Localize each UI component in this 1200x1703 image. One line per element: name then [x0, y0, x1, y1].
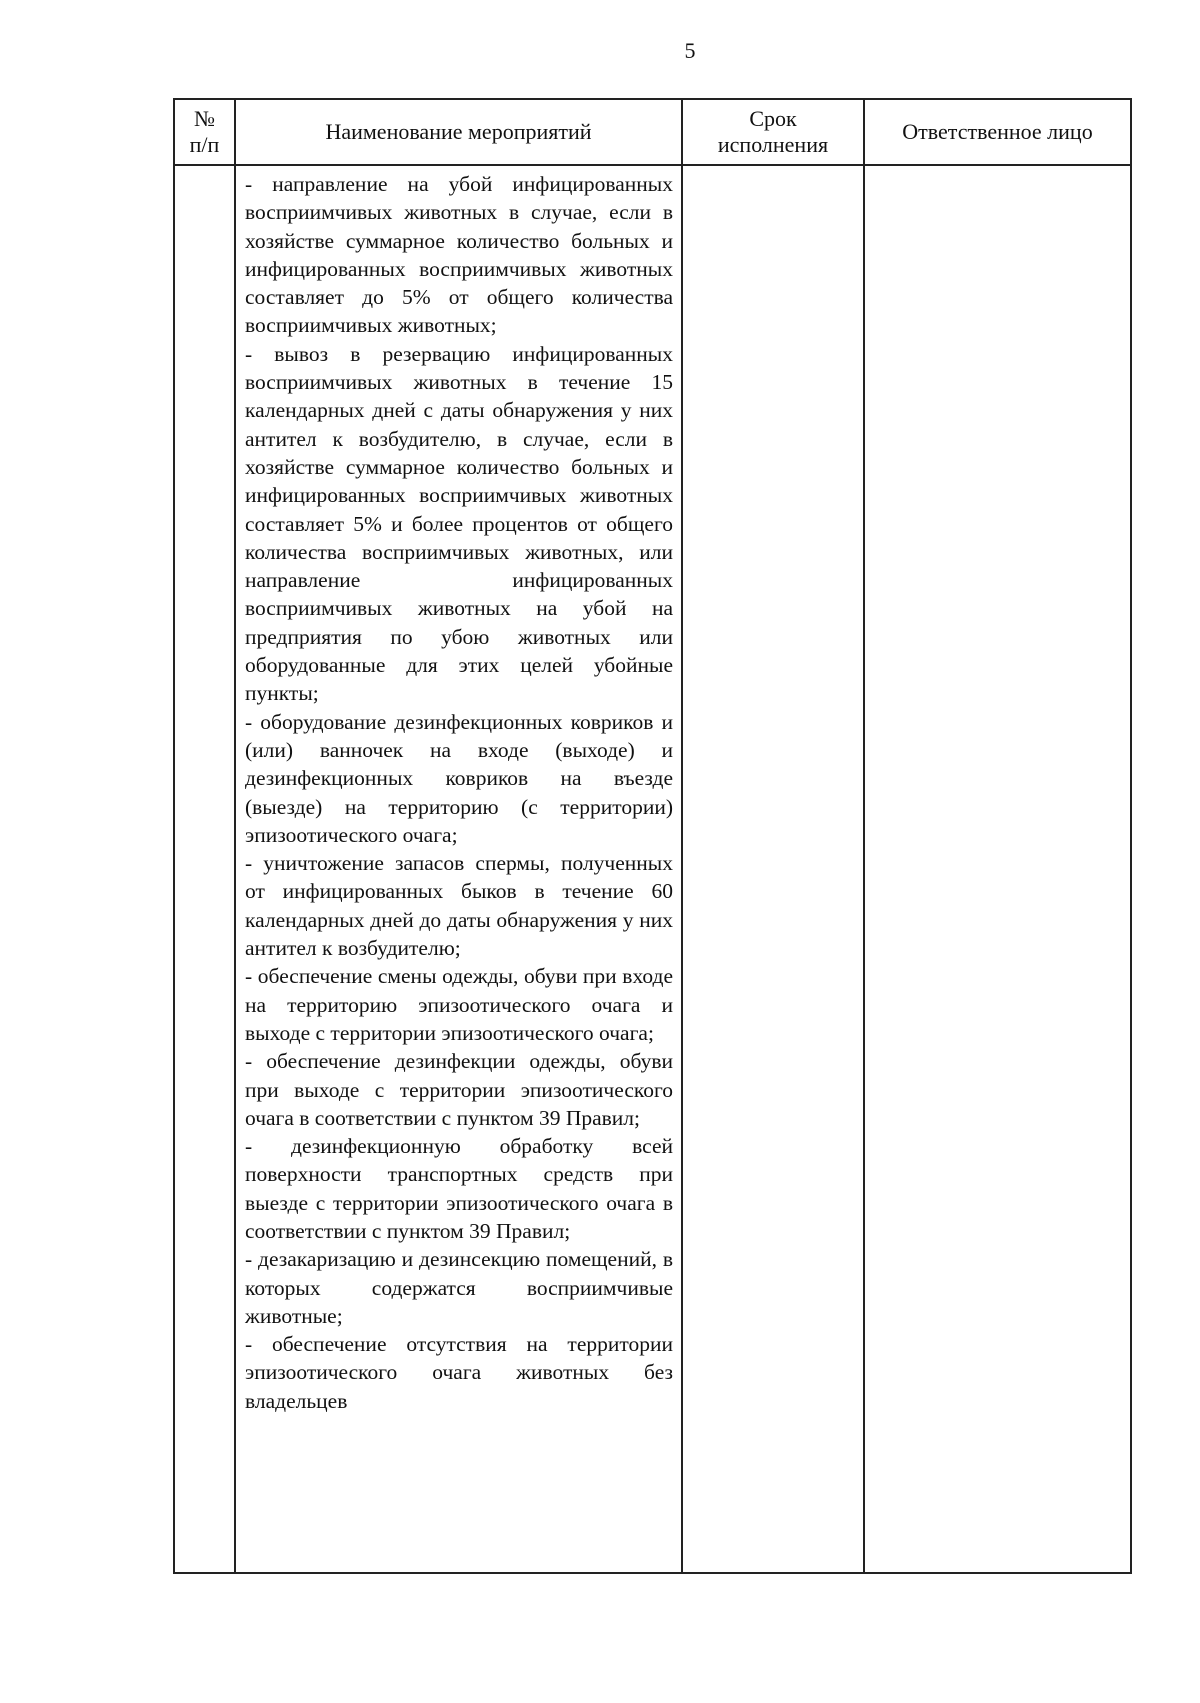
measures-table [173, 98, 1132, 1574]
header-deadline [682, 99, 864, 165]
header-deadline-label: Срок исполнения [717, 106, 829, 157]
measures-list [236, 166, 681, 1415]
header-number [174, 99, 235, 165]
table-row [174, 165, 1131, 1573]
measure-item: - обеспечение смены одежды, обуви при входе на территорию эпизоотического очага и выходе с территории эпизоотического очага; [245, 964, 673, 1045]
measure-item: - направление на убой инфицированных восприимчивых животных в случае, если в хозяйстве суммарное количество больных и инфицированных восприимчивых животных составляет до 5% от общего количества восприимчивых животных; [245, 172, 673, 338]
header-responsible [864, 99, 1131, 165]
page-number: 5 [684, 38, 696, 63]
measure-item: - оборудование дезинфекционных ковриков и (или) ванночек на входе (выходе) и дезинфекционных ковриков на въезде (выезде) на территорию (с территории) эпизоотического очага; [245, 709, 673, 847]
table-header-row [174, 99, 1131, 165]
measure-item: - дезинфекционную обработку всей поверхности транспортных средств при выезде с территории эпизоотического очага в соответствии с пунктом 39 Правил; [245, 1134, 673, 1243]
header-number-label: № п/п [189, 106, 220, 157]
header-measure-name [235, 99, 682, 165]
header-measure-name-label: Наименование мероприятий [325, 119, 592, 144]
cell-responsible [864, 165, 1131, 1573]
measure-item: - дезакаризацию и дезинсекцию помещений, в которых содержатся восприимчивые животные; [245, 1247, 673, 1328]
measure-item: - вывоз в резервацию инфицированных восприимчивых животных в течение 15 календарных дней с даты обнаружения у них антител к возбудителю, в случае, если в хозяйстве суммарное количество больных и инфицированных восприимчивых животных составляет 5% и более процентов от общего количества восприимчивых животных, или направление инфицированных восприимчивых животных на убой на предприятия по убою животных или оборудованные для этих целей убойные пункты; [245, 341, 673, 706]
cell-number [174, 165, 235, 1573]
measure-item: - уничтожение запасов спермы, полученных от инфицированных быков в течение 60 календарных дней до даты обнаружения у них антител к возбудителю; [245, 851, 673, 961]
cell-deadline [682, 165, 864, 1573]
measure-item: - обеспечение дезинфекции одежды, обуви при выходе с территории эпизоотического очага в соответствии с пунктом 39 Правил; [245, 1049, 673, 1130]
measure-item: - обеспечение отсутствия на территории эпизоотического очага животных без владельцев [245, 1332, 673, 1413]
header-responsible-label: Ответственное лицо [902, 119, 1093, 144]
cell-measures [235, 165, 682, 1573]
